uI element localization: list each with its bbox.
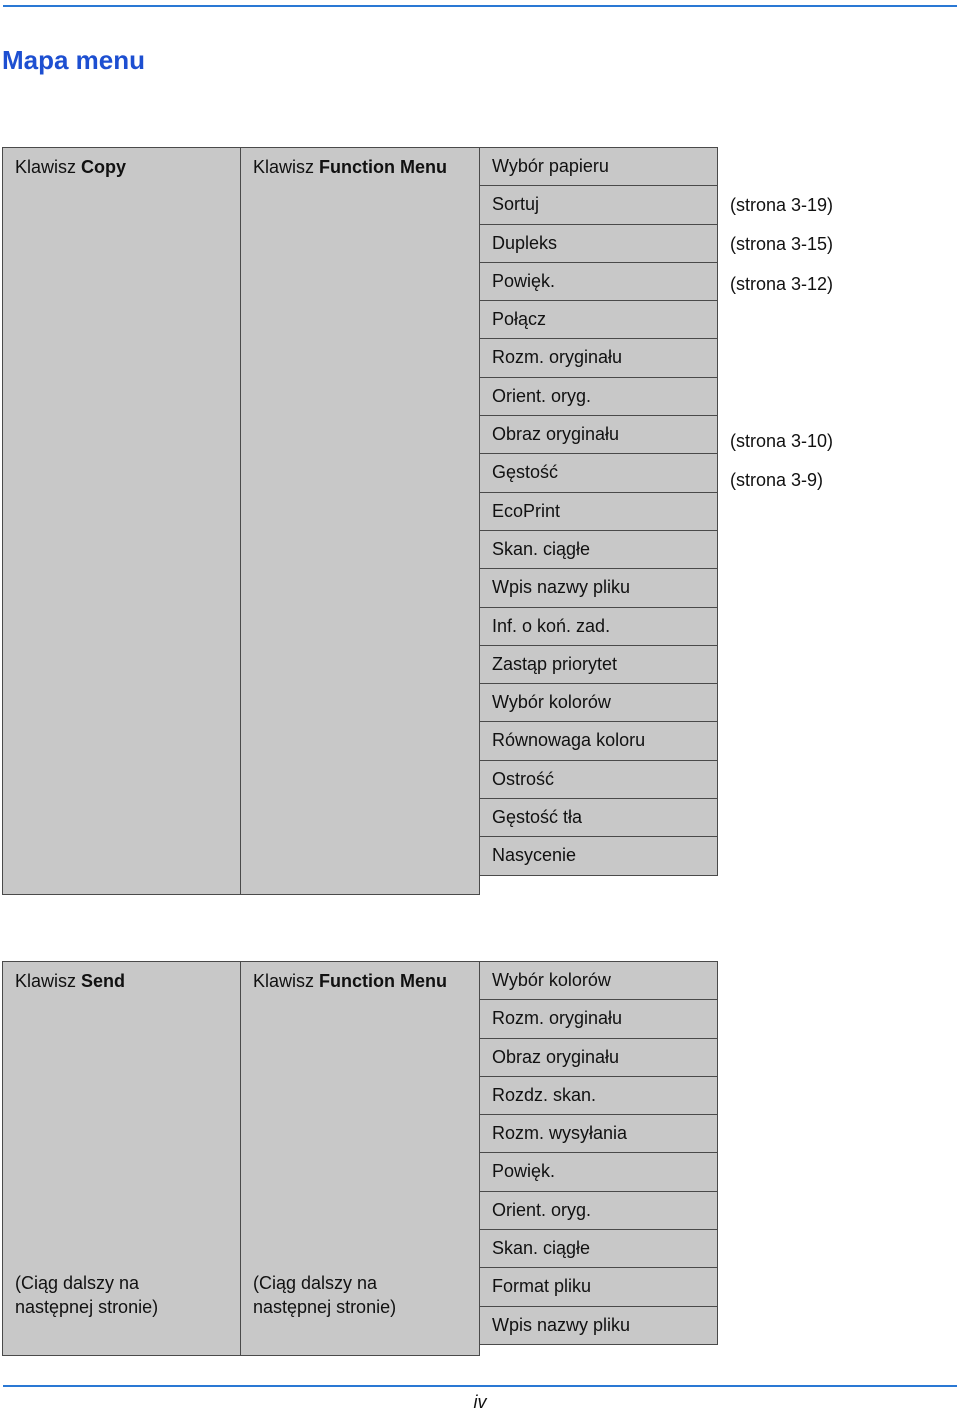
menu-item: Format pliku [479, 1267, 718, 1306]
menu-item: Obraz oryginału [479, 1038, 718, 1077]
copy-key-column [2, 147, 241, 895]
menu-item: Rozm. oryginału [479, 999, 718, 1038]
send-menu-list [479, 961, 718, 1345]
menu-item: Obraz oryginału [479, 415, 718, 454]
menu-item: Wpis nazwy pliku [479, 1306, 718, 1345]
page-reference [730, 344, 930, 383]
page-reference: (strona 3-19) [730, 195, 834, 215]
page-reference: (strona 3-10) [730, 430, 834, 451]
menu-item: Równowaga koloru [479, 721, 718, 760]
menu-item: Rozm. oryginału [479, 338, 718, 377]
copy-function-column [240, 147, 480, 895]
menu-item: Skan. ciągłe [479, 1229, 718, 1268]
menu-item: Sortuj [479, 185, 718, 224]
menu-item: Orient. oryg. [479, 377, 718, 416]
copy-key-label: Klawisz Copy [15, 157, 127, 177]
send-key-label: Klawisz Send [15, 971, 126, 991]
menu-item: Orient. oryg. [479, 1191, 718, 1230]
menu-item: EcoPrint [479, 492, 718, 531]
header-rule [3, 5, 957, 7]
menu-item: Połącz [479, 300, 718, 339]
menu-item: Rozm. wysyłania [479, 1114, 718, 1153]
page-number: iv [473, 1392, 487, 1412]
menu-item: Zastąp priorytet [479, 645, 718, 684]
page-reference: (strona 3-12) [730, 273, 834, 294]
menu-item: Inf. o koń. zad. [479, 607, 718, 646]
page-title: Mapa menu [2, 45, 146, 75]
menu-item: Gęstość tła [479, 798, 718, 837]
menu-item: Wybór kolorów [479, 961, 718, 1000]
menu-item: Nasycenie [479, 836, 718, 875]
page-reference: (strona 3-15) [730, 234, 834, 255]
copy-page-references [730, 187, 930, 501]
menu-item: Skan. ciągłe [479, 530, 718, 569]
copy-function-label: Klawisz Function Menu [253, 157, 447, 177]
menu-item: Wybór papieru [479, 147, 718, 186]
send-key-column [2, 961, 241, 1356]
page-reference: (strona 3-9) [730, 470, 824, 491]
menu-item: Ostrość [479, 760, 718, 799]
send-key-continued-note: (Ciąg dalszy na następnej stronie) [15, 1273, 159, 1317]
copy-menu-list [479, 147, 718, 876]
page-reference [730, 383, 930, 422]
menu-item: Gęstość [479, 453, 718, 492]
footer-rule [3, 1385, 957, 1387]
menu-item: Dupleks [479, 224, 718, 263]
menu-item: Wybór kolorów [479, 683, 718, 722]
menu-item: Rozdz. skan. [479, 1076, 718, 1115]
send-function-label: Klawisz Function Menu [253, 971, 447, 991]
send-function-column [240, 961, 480, 1356]
menu-item: Powięk. [479, 262, 718, 301]
page-reference [730, 305, 930, 344]
send-function-continued-note: (Ciąg dalszy na następnej stronie) [253, 1273, 397, 1317]
menu-item: Wpis nazwy pliku [479, 568, 718, 607]
menu-item: Powięk. [479, 1152, 718, 1191]
